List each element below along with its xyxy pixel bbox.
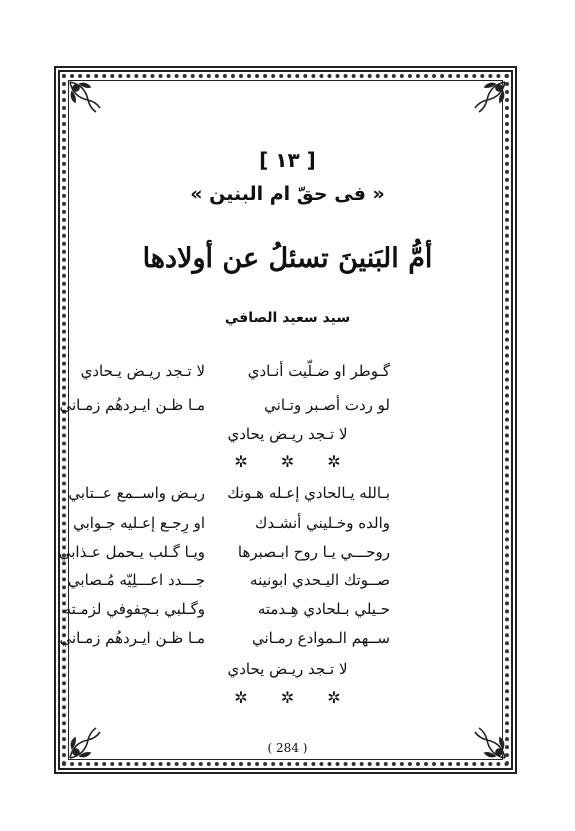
verse-left: وگـلبي بـچفوفي لزمـته (63, 600, 205, 618)
verse-left: او رِجـع إعـليه جـوابي (73, 514, 205, 532)
verse-right: لو ردت أصـبر وتـاني (264, 396, 390, 414)
verse-left: مـا ظـن ايـردهُم زمـاني (59, 629, 205, 647)
verse-right: ســهم الـموادع رمـاني (251, 629, 390, 647)
verse-left: مـا ظـن ايـردهُم زمـاني (59, 396, 205, 414)
page-border-inner (68, 80, 503, 760)
verse-left: جـــدد اعـــلِيّه مُـصابي (67, 571, 205, 589)
poem-title: أمُّ البَنينَ تسئلُ عن أولادها (142, 243, 433, 274)
star-ornament-icon: ✲ ✲ ✲ (234, 688, 355, 707)
floral-corner-ornament-icon (66, 78, 104, 116)
page-number: ( 284 ) (267, 741, 308, 755)
verse-left: لا تـجد ريـض يـحادي (80, 362, 205, 380)
verse-right: روحـــي يـا روح ابـصبرها (237, 543, 390, 561)
star-ornament-icon: ✲ ✲ ✲ (234, 452, 355, 471)
verse-left: ريـض واســمع عــتابي (68, 484, 205, 502)
poet-name: سيد سعيد الصافي (224, 310, 351, 326)
refrain: لا تـجد ريـض يحادي (227, 660, 348, 678)
verse-right: حـيلي بـلحادي هِـدمته (257, 600, 390, 618)
verse-right: گـوطر او ضـلّيت أنـادي (247, 362, 390, 380)
verse-right: بـالله يـالحادي إعـله هـونك (227, 484, 390, 502)
verse-left: ويـا گـلب يـحمل عـذابي (58, 543, 205, 561)
refrain: لا تـجد ريـض يحادي (227, 425, 348, 443)
verse-right: والده وخـليني أنشـدك (254, 514, 390, 532)
verse-right: صــوتك اليـحدي ابونينه (250, 571, 390, 589)
floral-corner-ornament-icon (471, 78, 509, 116)
chapter-subtitle: « فی حقّ ام البنین » (190, 183, 385, 205)
chapter-number: [ ١٣ ] (259, 148, 316, 172)
